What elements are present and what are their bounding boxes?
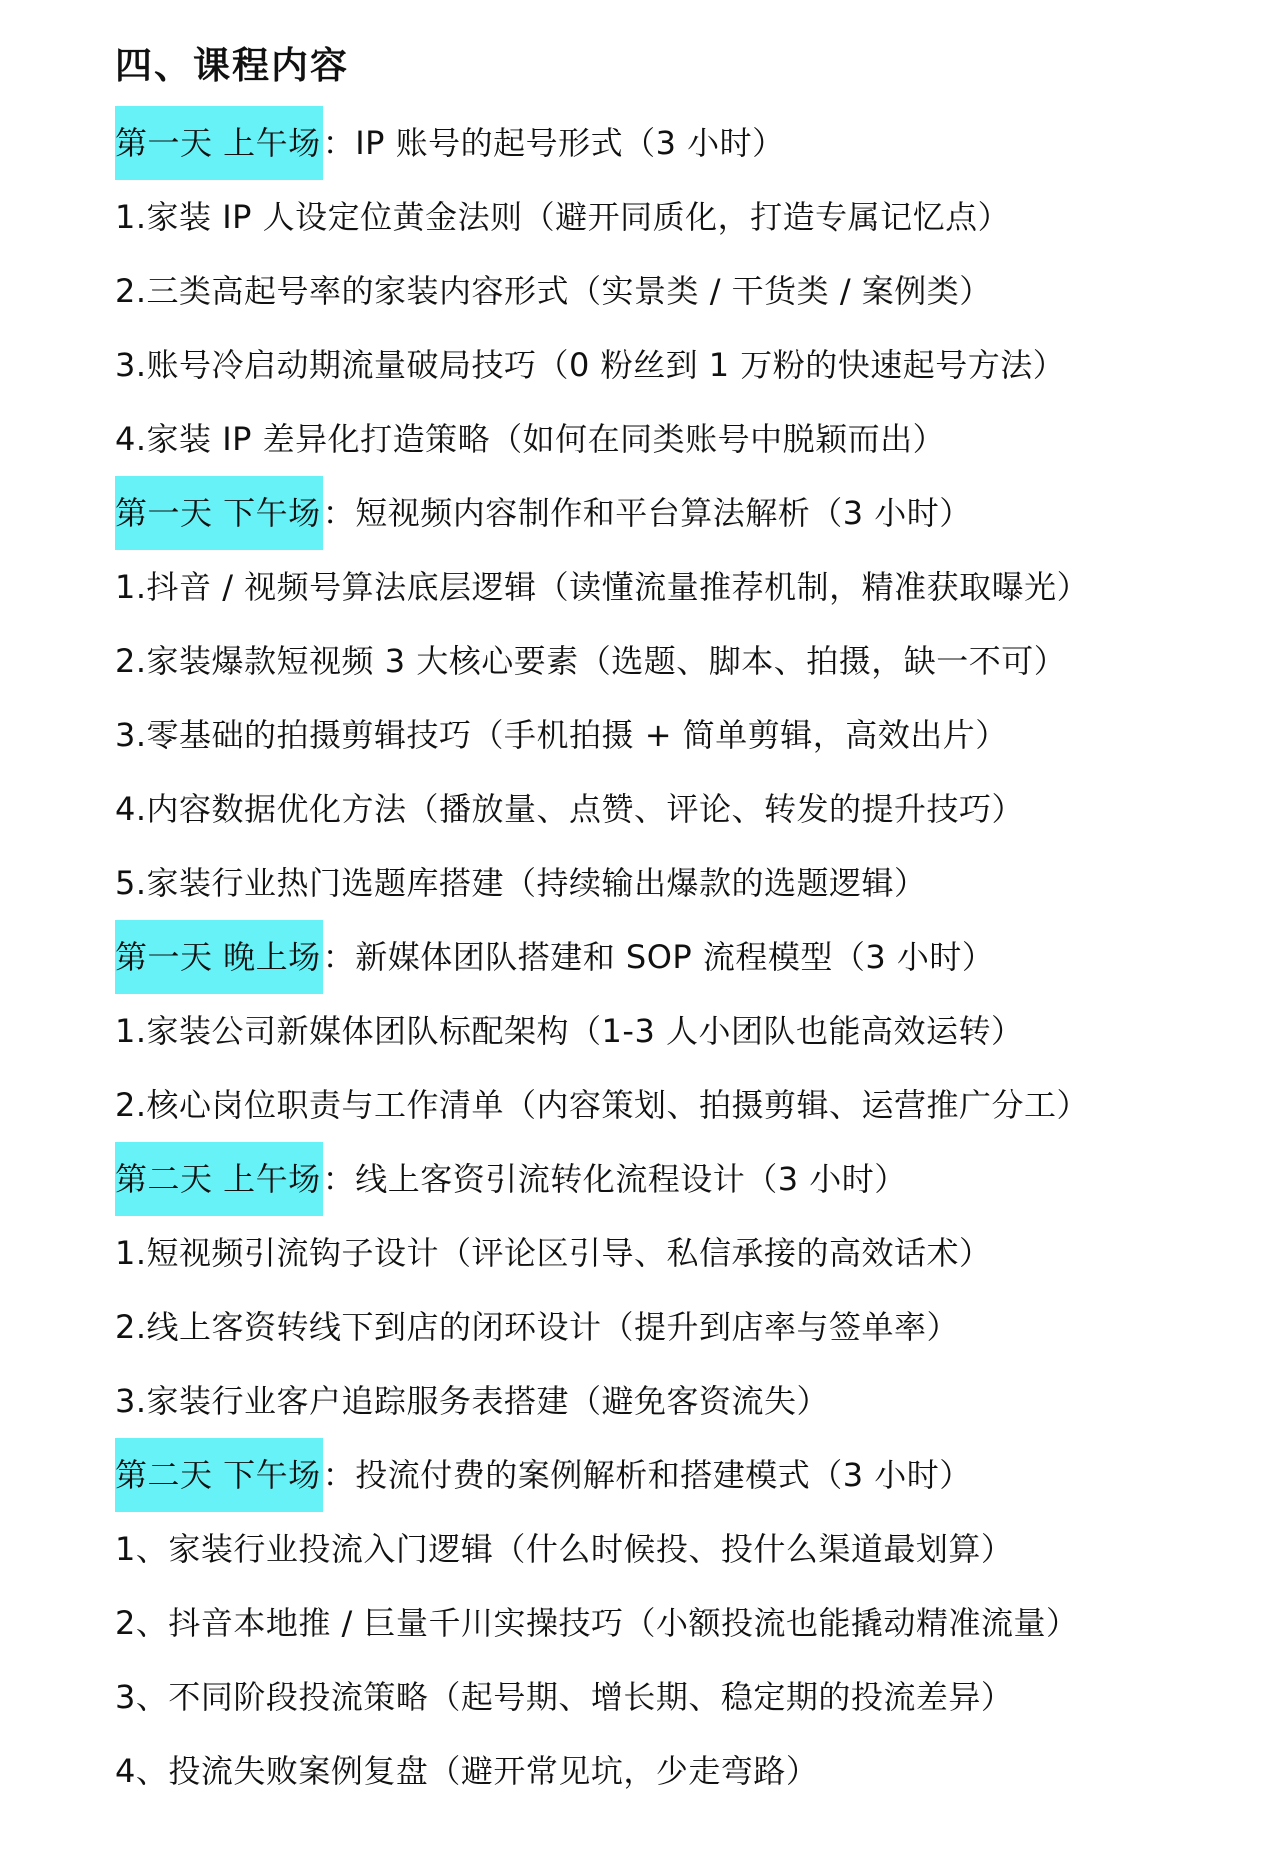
session-label-highlight: 第二天 下午场 <box>115 1438 323 1512</box>
section-heading-text: 短视频内容制作和平台算法解析（3 小时） <box>355 494 972 532</box>
document-title: 四、课程内容 <box>115 44 349 87</box>
section-heading-text: IP 账号的起号形式（3 小时） <box>355 124 785 162</box>
list-item: 4.内容数据优化方法（播放量、点赞、评论、转发的提升技巧） <box>115 790 1025 828</box>
list-item: 2、抖音本地推 / 巨量千川实操技巧（小额投流也能撬动精准流量） <box>115 1604 1079 1642</box>
list-item: 2.线上客资转线下到店的闭环设计（提升到店率与签单率） <box>115 1308 960 1346</box>
session-label-highlight: 第一天 上午场 <box>115 106 323 180</box>
document-page <box>115 38 1265 1808</box>
list-item: 5.家装行业热门选题库搭建（持续输出爆款的选题逻辑） <box>115 864 927 902</box>
heading-colon: ： <box>322 494 356 532</box>
list-item: 3.零基础的拍摄剪辑技巧（手机拍摄 + 简单剪辑，高效出片） <box>115 716 1008 754</box>
list-item: 2.家装爆款短视频 3 大核心要素（选题、脚本、拍摄，缺一不可） <box>115 642 1067 680</box>
session-label-highlight: 第一天 晚上场 <box>115 920 323 994</box>
heading-colon: ： <box>322 1160 356 1198</box>
section-heading-text: 新媒体团队搭建和 SOP 流程模型（3 小时） <box>355 938 995 976</box>
session-label-highlight: 第二天 上午场 <box>115 1142 323 1216</box>
heading-colon: ： <box>322 1456 356 1494</box>
section-heading-text: 投流付费的案例解析和搭建模式（3 小时） <box>355 1456 972 1494</box>
list-item: 1.家装 IP 人设定位黄金法则（避开同质化，打造专属记忆点） <box>115 198 1011 236</box>
list-item: 3、不同阶段投流策略（起号期、增长期、稳定期的投流差异） <box>115 1678 1014 1716</box>
section-heading <box>115 106 1265 180</box>
session-label-highlight: 第一天 下午场 <box>115 476 323 550</box>
heading-colon: ： <box>322 938 356 976</box>
list-item: 3.家装行业客户追踪服务表搭建（避免客资流失） <box>115 1382 830 1420</box>
list-item: 4.家装 IP 差异化打造策略（如何在同类账号中脱颖而出） <box>115 420 946 458</box>
list-item: 3.账号冷启动期流量破局技巧（0 粉丝到 1 万粉的快速起号方法） <box>115 346 1066 384</box>
section-heading <box>115 476 1265 550</box>
list-item: 1.抖音 / 视频号算法底层逻辑（读懂流量推荐机制，精准获取曝光） <box>115 568 1090 606</box>
list-item: 1、家装行业投流入门逻辑（什么时候投、投什么渠道最划算） <box>115 1530 1014 1568</box>
section-heading-text: 线上客资引流转化流程设计（3 小时） <box>355 1160 907 1198</box>
heading-colon: ： <box>322 124 356 162</box>
list-item: 1.短视频引流钩子设计（评论区引导、私信承接的高效话术） <box>115 1234 992 1272</box>
section-heading <box>115 920 1265 994</box>
list-item: 2.三类高起号率的家装内容形式（实景类 / 干货类 / 案例类） <box>115 272 992 310</box>
list-item: 2.核心岗位职责与工作清单（内容策划、拍摄剪辑、运营推广分工） <box>115 1086 1090 1124</box>
list-item: 1.家装公司新媒体团队标配架构（1-3 人小团队也能高效运转） <box>115 1012 1024 1050</box>
section-heading <box>115 1142 1265 1216</box>
list-item: 4、投流失败案例复盘（避开常见坑，少走弯路） <box>115 1752 819 1790</box>
section-heading <box>115 1438 1265 1512</box>
